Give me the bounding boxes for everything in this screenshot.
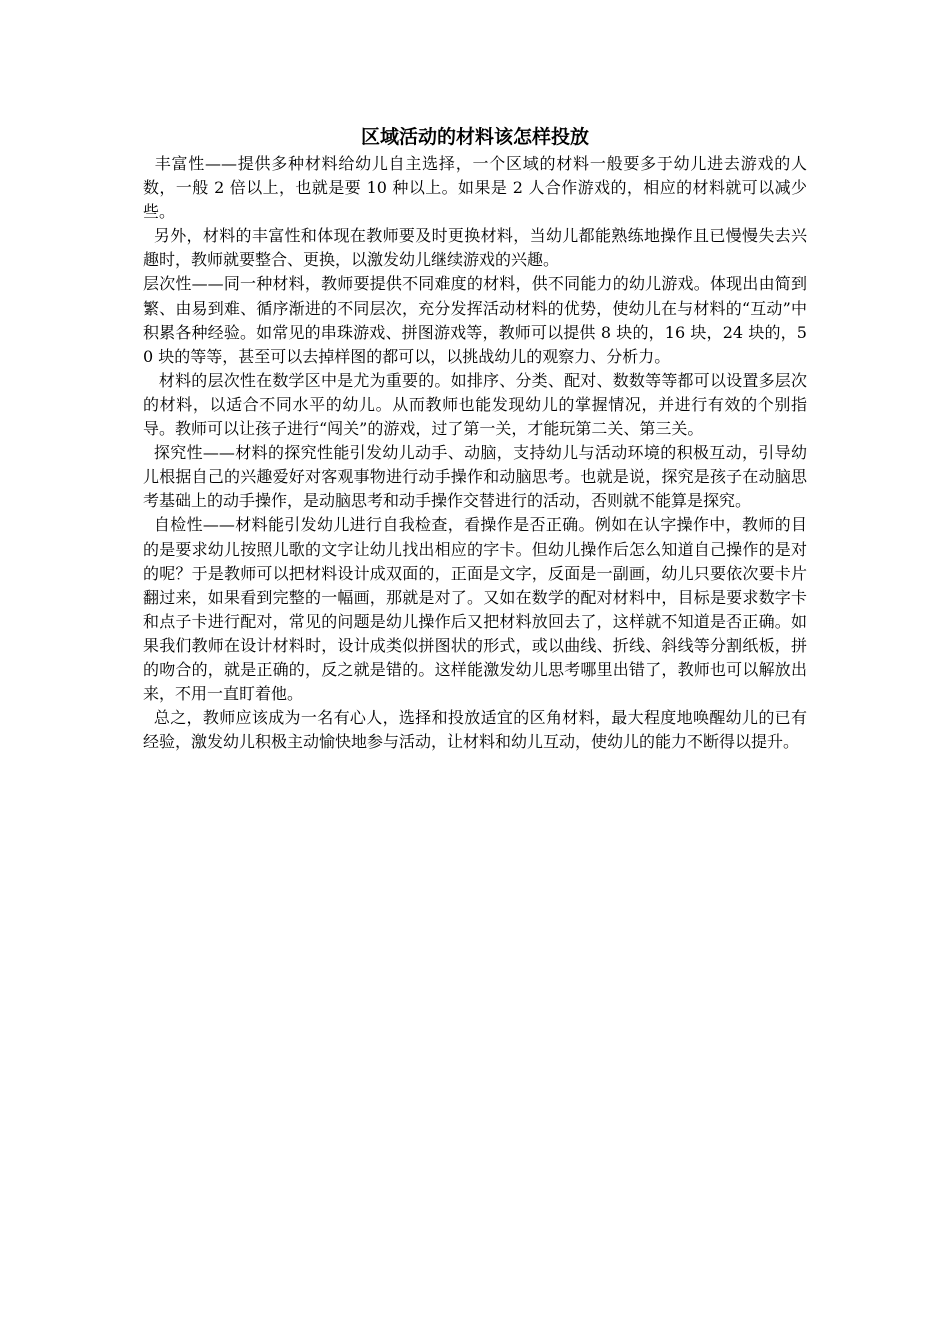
paragraph-self-check: 自检性——材料能引发幼儿进行自我检查，看操作是否正确。例如在认字操作中，教师的目的是要求幼儿按照儿歌的文字让幼儿找出相应的字卡。但幼儿操作后怎么知道自己操作的是对的呢？于是教师可以把材料设计成双面的，正面是文字，反面是一副画，幼儿只要依次要卡片翻过来，如果看到完整的一幅画，那就是对了。又如在数学的配对材料中，目标是要求数字卡和点子卡进行配对，常见的问题是幼儿操作后又把材料放回去了，这样就不知道是否正确。如果我们教师在设计材料时，设计成类似拼图状的形式，或以曲线、折线、斜线等分割纸板，拼的吻合的，就是正确的，反之就是错的。这样能激发幼儿思考哪里出错了，教师也可以解放出来，不用一直盯着他。 xyxy=(143,515,807,704)
document-title: 区域活动的材料该怎样投放 xyxy=(360,126,589,148)
paragraph-exploration: 探究性——材料的探究性能引发幼儿动手、动脑，支持幼儿与活动环境的积极互动，引导幼儿根据自己的兴趣爱好对客观事物进行动手操作和动脑思考。也就是说，探究是孩子在动脑思考基础上的动手操作，是动脑思考和动手操作交替进行的活动，否则就不能算是探究。 xyxy=(143,443,807,511)
paragraph-summary: 总之，教师应该成为一名有心人，选择和投放适宜的区角材料，最大程度地唤醒幼儿的已有经验，激发幼儿积极主动愉快地参与活动，让材料和幼儿互动，使幼儿的能力不断得以提升。 xyxy=(143,708,807,752)
paragraph-richness: 丰富性——提供多种材料给幼儿自主选择，一个区域的材料一般要多于幼儿进去游戏的人数，一般 2 倍以上，也就是要 10 种以上。如果是 2 人合作游戏的，相应的材料就可以减少些。 xyxy=(143,154,807,222)
document-body xyxy=(143,122,807,754)
paragraph-hierarchy: 层次性——同一种材料，教师要提供不同难度的材料，供不同能力的幼儿游戏。体现出由简到繁、由易到难、循序渐进的不同层次，充分发挥活动材料的优势，使幼儿在与材料的“互动”中积累各种经验。如常见的串珠游戏、拼图游戏等，教师可以提供 8 块的，16 块，24 块的，50 块的等等，甚至可以去掉样图的都可以，以挑战幼儿的观察力、分析力。 xyxy=(143,274,807,366)
paragraph-hierarchy-math: 材料的层次性在数学区中是尤为重要的。如排序、分类、配对、数数等等都可以设置多层次的材料，以适合不同水平的幼儿。从而教师也能发现幼儿的掌握情况，并进行有效的个别指导。教师可以让孩子进行“闯关”的游戏，过了第一关，才能玩第二关、第三关。 xyxy=(143,370,807,439)
paragraph-richness-update: 另外，材料的丰富性和体现在教师要及时更换材料，当幼儿都能熟练地操作且已慢慢失去兴趣时，教师就要整合、更换，以激发幼儿继续游戏的兴趣。 xyxy=(143,226,807,270)
